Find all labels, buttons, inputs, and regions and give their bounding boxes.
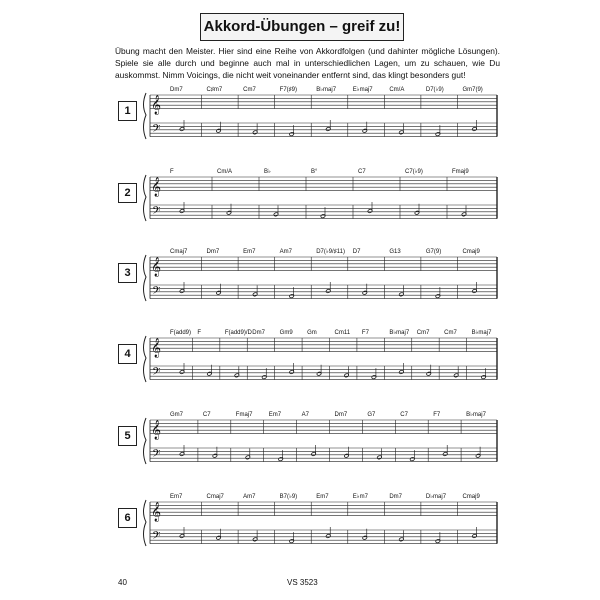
chord-symbol: Cmaj7	[206, 494, 224, 500]
exercise-number: 6	[118, 508, 137, 528]
chord-symbol: Gm7(9)	[462, 87, 483, 93]
brace	[144, 418, 147, 464]
chord-symbol: Cm/A	[217, 169, 232, 175]
chord-symbol: Cmaj7	[170, 249, 188, 255]
chord-symbol: Cmaj9	[462, 494, 480, 500]
chord-symbol: Em7	[316, 494, 329, 500]
chord-symbol: F7	[361, 330, 369, 336]
chord-symbol: C7	[400, 412, 408, 418]
exercise-number: 4	[118, 344, 137, 364]
chord-symbol: B♭maj7	[466, 412, 486, 418]
chord-symbol: Fmaj7	[235, 412, 253, 418]
chord-symbol: Cm7	[243, 87, 256, 93]
chord-symbol: Em7	[268, 412, 282, 418]
grand-staff	[112, 324, 502, 386]
chord-symbol: B♭maj7	[316, 87, 337, 93]
chord-symbol: Am7	[243, 494, 256, 500]
grand-staff	[112, 243, 502, 305]
bass-clef-icon: 𝄢	[152, 365, 161, 380]
bass-clef-icon: 𝄢	[152, 529, 161, 544]
intro-paragraph: Übung macht den Meister. Hier sind eine Reihe von Akkordfolgen (und dahinter mögliche Lösungen). Spiele sie alle durch und beginne auch mal in unterschiedlichen Lagen, um zu schauen, wie Du auskommst. Nimm Voicings, die nicht weit voneinander entfernt sind, das klingt besonders gut!	[115, 46, 500, 80]
bass-clef-icon: 𝄢	[152, 284, 161, 299]
chord-symbol: Dm7	[334, 412, 348, 418]
chord-symbol: Dm7	[252, 330, 265, 336]
chord-symbol: C7	[202, 412, 211, 418]
chord-symbol: F	[197, 330, 202, 336]
brace	[144, 175, 147, 221]
chord-symbol: B7(♭9)	[279, 494, 298, 500]
exercise-number: 5	[118, 426, 137, 446]
bass-clef-icon: 𝄢	[152, 122, 161, 137]
grand-staff	[112, 163, 502, 225]
chord-symbol: B♭	[264, 169, 271, 175]
treble-clef-icon: 𝄞	[151, 257, 162, 276]
chord-symbol: F7	[433, 412, 441, 418]
brace	[144, 93, 147, 139]
chord-symbol: Gm7	[170, 412, 184, 418]
chord-symbol: C7	[358, 169, 366, 175]
chord-symbol: D7(♭9)	[425, 87, 444, 93]
exercise-1	[112, 81, 502, 143]
grand-staff	[112, 488, 502, 550]
chord-symbol: Dm7	[206, 249, 220, 255]
bass-clef-icon: 𝄢	[152, 204, 161, 219]
chord-symbol: G13	[389, 249, 401, 255]
chord-symbol: Em7	[170, 494, 183, 500]
chord-symbol: B♭maj7	[471, 330, 492, 336]
chord-symbol: D7(♭9/♯11)	[316, 249, 345, 255]
chord-symbol: C7(♭9)	[405, 169, 423, 175]
treble-clef-icon: 𝄞	[151, 338, 162, 357]
chord-symbol: Fmaj9	[452, 169, 469, 175]
page-title: Akkord-Übungen – greif zu!	[200, 13, 404, 41]
chord-symbol: D7	[352, 249, 361, 255]
chord-symbol: E♭m7	[352, 494, 368, 500]
exercise-number: 3	[118, 263, 137, 283]
exercise-number: 2	[118, 183, 137, 203]
chord-symbol: F7(♯9)	[279, 87, 298, 93]
exercise-5	[112, 406, 502, 468]
chord-symbol: Cm11	[334, 330, 351, 336]
chord-symbol: Dm7	[170, 87, 183, 93]
chord-symbol: C♯m7	[206, 87, 223, 93]
brace	[144, 255, 147, 301]
chord-symbol: Am7	[279, 249, 293, 255]
chord-symbol: F	[170, 169, 174, 175]
catalog-number: VS 3523	[287, 578, 318, 587]
chord-symbol: G7(9)	[425, 249, 442, 255]
intro-text	[115, 45, 500, 81]
chord-symbol: Gm9	[279, 330, 293, 336]
exercise-3	[112, 243, 502, 305]
chord-symbol: D♭maj7	[425, 494, 447, 500]
exercise-2	[112, 163, 502, 225]
chord-symbol: Em7	[243, 249, 256, 255]
chord-symbol: Cmaj9	[462, 249, 480, 255]
chord-symbol: B°	[311, 169, 318, 175]
treble-clef-icon: 𝄞	[151, 502, 162, 521]
bass-clef-icon: 𝄢	[152, 447, 161, 462]
chord-symbol: Dm7	[389, 494, 403, 500]
page-number: 40	[118, 578, 127, 587]
brace	[144, 500, 147, 546]
treble-clef-icon: 𝄞	[151, 177, 162, 196]
chord-symbol: B♭maj7	[389, 330, 410, 336]
exercise-6	[112, 488, 502, 550]
chord-symbol: Cm/A	[389, 87, 405, 93]
exercise-number: 1	[118, 101, 137, 121]
grand-staff	[112, 81, 502, 143]
chord-symbol: Cm7	[444, 330, 457, 336]
chord-symbol: Cm7	[416, 330, 430, 336]
treble-clef-icon: 𝄞	[151, 95, 162, 114]
chord-symbol: A7	[301, 412, 309, 418]
chord-symbol: G7	[367, 412, 376, 418]
brace	[144, 336, 147, 382]
chord-symbol: F(add9)/D	[224, 330, 252, 336]
exercise-4	[112, 324, 502, 386]
treble-clef-icon: 𝄞	[151, 420, 162, 439]
chord-symbol: F(add9)	[170, 330, 192, 336]
grand-staff	[112, 406, 502, 468]
chord-symbol: E♭maj7	[352, 87, 373, 93]
chord-symbol: Gm	[307, 330, 317, 336]
